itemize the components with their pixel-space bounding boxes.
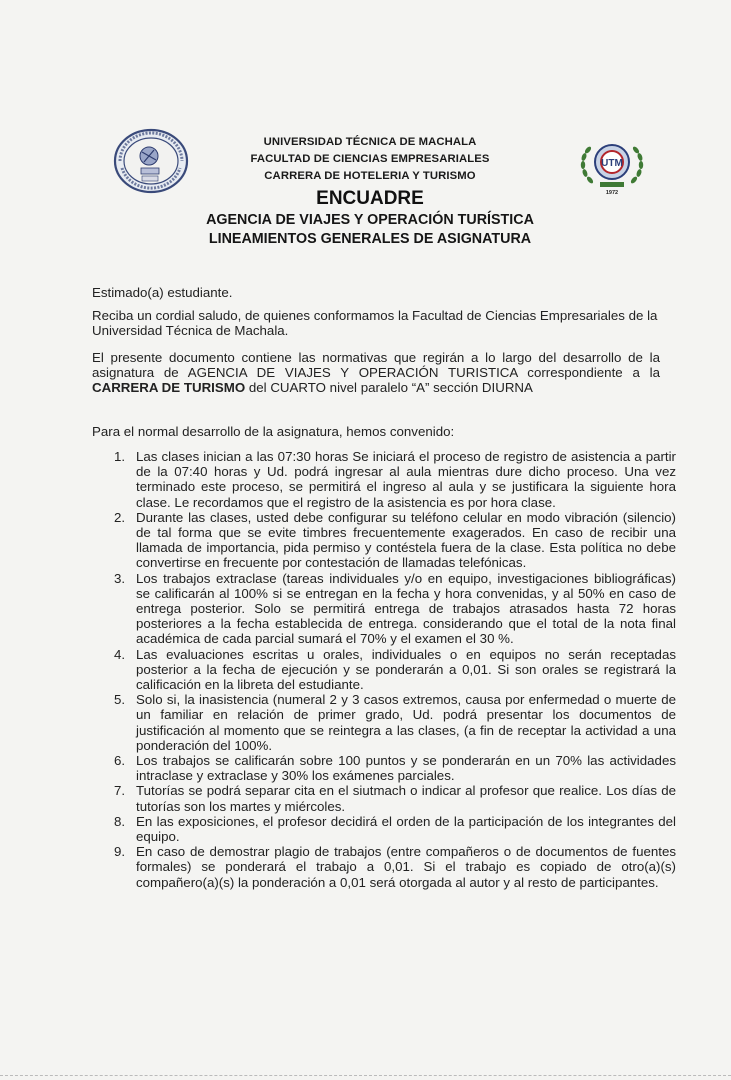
- list-item-number: 3.: [114, 570, 126, 586]
- list-item: [92, 571, 676, 647]
- list-item: [92, 753, 676, 783]
- list-item-number: 4.: [114, 646, 126, 662]
- uta-emblem-logo: [570, 132, 654, 198]
- document-header: [160, 134, 580, 249]
- list-item-text: En caso de demostrar plagio de trabajos (entre compañeros o de documentos de fuentes formales) se ponderará el trabajo a 0,01. Si el trabajo es copiado de otro(a)(s) compañero(a)(s) la ponderación a 0,01 será otorgada al autor y al resto de participantes.: [136, 844, 676, 890]
- list-item-number: 1.: [114, 449, 126, 464]
- list-item-text: Las clases inician a las 07:30 horas Se iniciará el proceso de registro de asistencia a partir de la 07:40 horas y Ud. podrá ingresar al aula mientras dure dicho proceso. Una vez terminado este proceso, se permitirá el ingreso al aula y se justificara la siguiente hora clase. Le recordamos que el registro de la asistencia es por hora clase.: [136, 449, 676, 510]
- list-item-text: Los trabajos extraclase (tareas individuales y/o en equipo, investigaciones bibliográficas) se calificarán al 100% si se entregan en la fecha y hora convenidas, y al 50% en caso de entrega posterior. Solo se permitirá entrega de trabajos atrasados hasta 72 horas posteriores a la fecha establecida de entrega. considerando que el total de la nota final académica de cada parcial sumará el 70% y el examen el 30 %.: [136, 570, 676, 647]
- university-name: UNIVERSIDAD TÉCNICA DE MACHALA: [263, 136, 477, 148]
- emblem-initials: UTM: [601, 158, 623, 169]
- guidelines-subtitle: LINEAMIENTOS GENERALES DE ASIGNATURA: [208, 231, 532, 247]
- list-item-text: Tutorías se podrá separar cita en el siutmach o indicar al profesor que realice. Los días de tutorías son los martes y miércoles.: [136, 783, 676, 814]
- list-item-number: 6.: [114, 753, 126, 769]
- emblem-year: 1972: [605, 190, 619, 196]
- document-paragraph-part2: del CUARTO nivel paralelo “A” sección DIURNA: [248, 380, 533, 396]
- list-item-text: Solo si, la inasistencia (numeral 2 y 3 casos extremos, causa por enfermedad o muerte de un familiar en relación de primer grado, Ud. podrá presentar los documentos de justificación al momento que se reintegra a las clases, (a fin de receptar la actividad a una ponderación del 100%.: [136, 692, 676, 753]
- list-item-text: Los trabajos se calificarán sobre 100 puntos y se ponderarán en un 70% las actividades intraclase y extraclase y 30% los exámenes parciales.: [136, 753, 676, 784]
- document-paragraph-part1: El presente documento contiene las normativas que regirán a lo largo del desarrollo de la asignatura de AGENCIA DE VIAJES Y OPERACIÓN TURISTICA correspondiente a la: [92, 350, 660, 381]
- list-item: [92, 814, 676, 844]
- page-bottom-edge: [0, 1075, 731, 1078]
- list-item: [92, 510, 676, 571]
- list-item: [92, 692, 676, 753]
- list-item-number: 2.: [114, 509, 126, 525]
- career-bold: CARRERA DE TURISMO: [92, 380, 246, 396]
- list-item-number: 8.: [114, 813, 126, 829]
- list-item: [92, 783, 676, 813]
- faculty-name: FACULTAD DE CIENCIAS EMPRESARIALES: [250, 153, 490, 165]
- list-item: [92, 647, 676, 693]
- career-name: CARRERA DE HOTELERIA Y TURISMO: [264, 170, 476, 182]
- list-item-text: Las evaluaciones escritas u orales, individuales o en equipos no serán receptadas posterior a la fecha de ejecución y se ponderarán a 0,01. Si son orales se registrará la calificación en la libreta del estudiante.: [136, 646, 676, 693]
- list-item-number: 5.: [114, 692, 126, 708]
- list-item-number: 9.: [114, 844, 126, 860]
- list-item-number: 7.: [114, 783, 126, 799]
- list-item-text: Durante las clases, usted debe configurar su teléfono celular en modo vibración (silencio) de tal forma que se evite timbres frecuentemente exagerados. En caso de recibir una llamada de importancia, pida permiso y contéstela fuera de la clase. Esta política no debe convertirse en frecuente por contestación de llamadas telefónicas.: [136, 509, 676, 571]
- intro-paragraph: Reciba un cordial saludo, de quienes conformamos la Facultad de Ciencias Empresariales de la Universidad Técnica de Machala.: [92, 308, 658, 339]
- rules-list: [92, 449, 676, 890]
- list-item-text: En las exposiciones, el profesor decidirá el orden de la participación de los integrantes del equipo.: [136, 813, 676, 845]
- list-item: [92, 449, 676, 510]
- agreement-intro: Para el normal desarrollo de la asignatura, hemos convenido:: [92, 424, 455, 439]
- subject-title: AGENCIA DE VIAJES Y OPERACIÓN TURÍSTICA: [206, 212, 534, 228]
- greeting: Estimado(a) estudiante.: [92, 285, 233, 300]
- document-title: ENCUADRE: [316, 188, 424, 209]
- document-paragraph: [92, 350, 660, 396]
- list-item: [92, 844, 676, 890]
